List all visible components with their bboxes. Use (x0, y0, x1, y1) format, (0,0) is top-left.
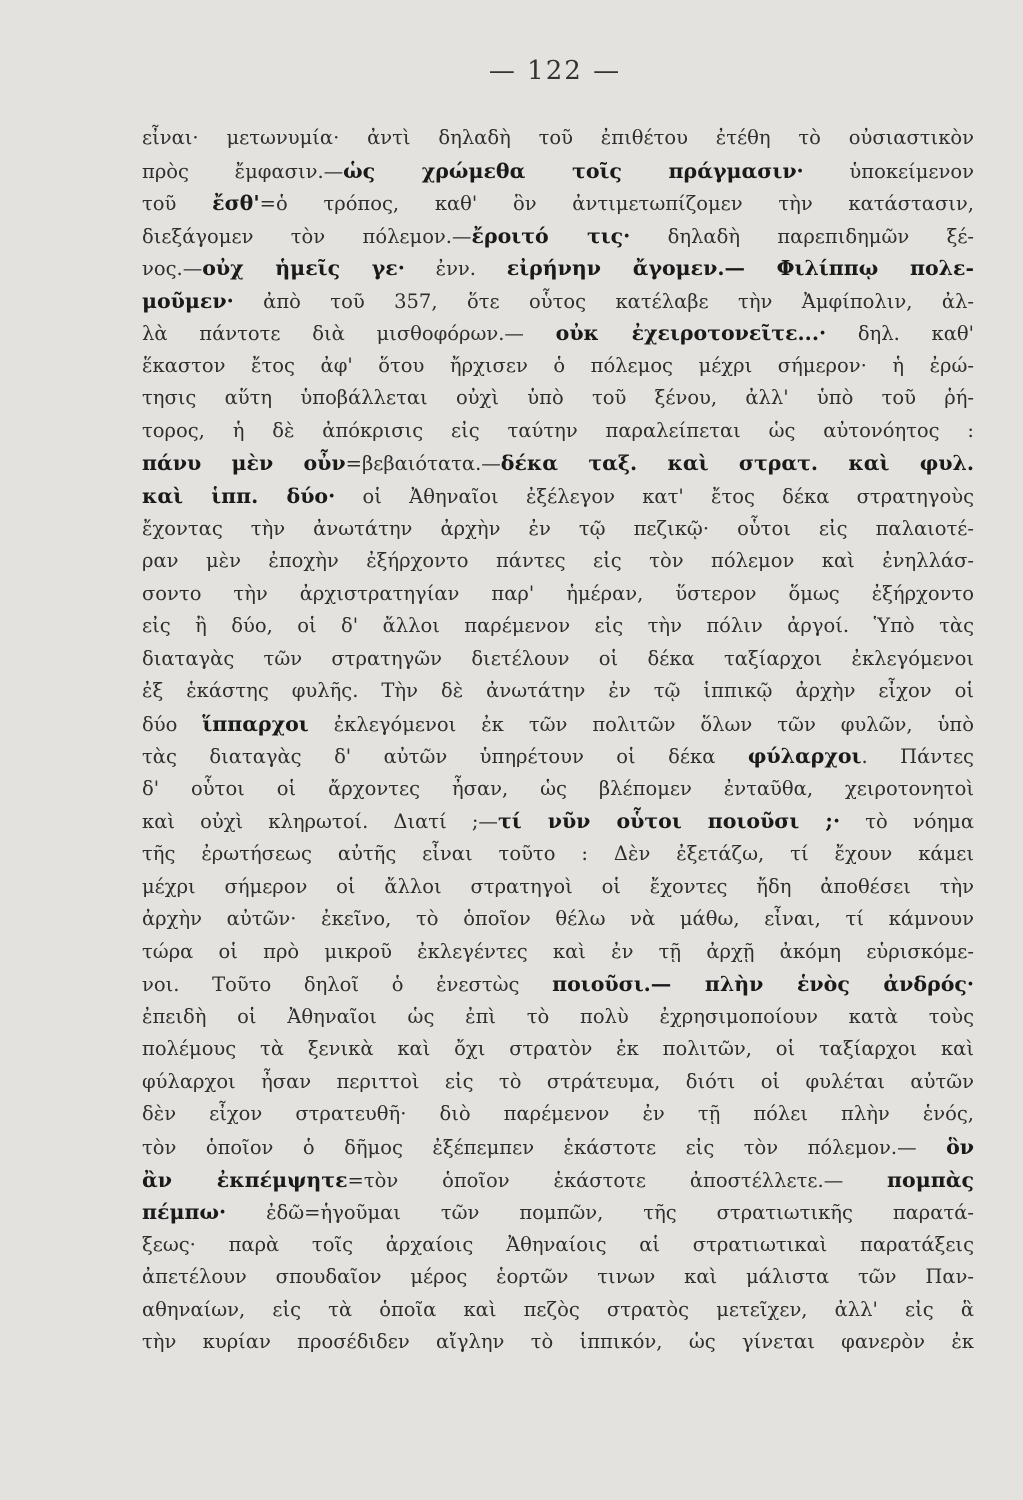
text-segment: οἱ Ἀθηναῖοι ἐξέλεγον κατ' ἔτος δέκα στρατηγοὺς (335, 485, 974, 509)
text-line (142, 285, 974, 318)
text-line (142, 1164, 974, 1197)
text-segment: εἰς ἢ δύο, οἱ δ' ἄλλοι παρέμενον εἰς τὴν πόλιν ἀργοί. Ὑπὸ τὰς (142, 614, 974, 638)
text-line (142, 252, 974, 285)
text-segment: δύο (142, 712, 203, 736)
text-line (142, 220, 974, 253)
text-line (142, 610, 974, 643)
text-segment: ἐξ ἑκάστης φυλῆς. Τὴν δὲ ἀνωτάτην ἐν τῷ ἱππικῷ ἀρχὴν εἶχον οἱ (142, 679, 974, 703)
text-segment: σοντο τὴν ἀρχιστρατηγίαν παρ' ἡμέραν, ὕστερον ὅμως ἐξήρχοντο (142, 581, 974, 605)
page-number: — 122 — (488, 56, 622, 86)
text-segment: =τὸν ὁποῖον ἑκάστοτε ἀποστέλλετε.— (347, 1168, 888, 1192)
text-line (142, 643, 974, 676)
text-segment: τὴν κυρίαν προσέδιδεν αἴγλην τὸ ἱππικόν, ὡς γίνεται φανερὸν ἐκ (142, 1330, 974, 1354)
text-line (142, 903, 974, 936)
text-line (142, 805, 974, 838)
bold-lemma: ἔροιτό τις· (471, 223, 631, 248)
text-segment: ραν μὲν ἐποχὴν ἐξήρχοντο πάντες εἰς τὸν πόλεμον καὶ ἐνηλλάσ- (142, 549, 974, 573)
text-line (142, 1098, 974, 1131)
bold-lemma: ὃν (946, 1134, 974, 1159)
bold-lemma: ἔσθ' (212, 191, 260, 216)
text-segment: νοι. Τοῦτο δηλοῖ ὁ ἐνεστὼς (142, 973, 553, 997)
text-segment: λὰ πάντοτε διὰ μισθοφόρων.— (142, 322, 556, 346)
text-line (142, 968, 974, 1001)
text-segment: διεξάγομεν τὸν πόλεμον.— (142, 224, 472, 248)
text-line (142, 578, 974, 611)
text-segment: τὸ νόημα (840, 810, 974, 834)
bold-lemma: φύλαρχοι (747, 744, 862, 769)
text-line (142, 350, 974, 383)
text-line (142, 382, 974, 415)
text-segment: ἀρχὴν αὐτῶν· ἐκεῖνο, τὸ ὁποῖον θέλω νὰ μάθω, εἶναι, τί κάμνουν (142, 907, 974, 931)
text-segment: φύλαρχοι ἦσαν περιττοὶ εἰς τὸ στράτευμα, διότι οἱ φυλέται αὐτῶν (142, 1069, 974, 1093)
text-line (142, 122, 974, 155)
bold-lemma: οὐκ ἐχειροτονεῖτε...· (555, 321, 827, 346)
text-line (142, 1326, 974, 1359)
text-segment: νος.— (142, 257, 203, 281)
text-segment: εἶναι· μετωνυμία· ἀντὶ δηλαδὴ τοῦ ἐπιθέτου ἐτέθη τὸ οὐσιαστικὸν (142, 126, 974, 149)
bold-lemma: μοῦμεν· (142, 288, 234, 313)
text-segment: ἀπετέλουν σπουδαῖον μέρος ἑορτῶν τινων καὶ μάλιστα τῶν Παν- (142, 1265, 974, 1289)
text-segment: ἐδῶ=ἡγοῦμαι τῶν πομπῶν, τῆς στρατιωτικῆς παρατά- (226, 1201, 974, 1225)
text-segment: ἐκλεγόμενοι ἐκ τῶν πολιτῶν ὅλων τῶν φυλῶν, ὑπὸ (308, 712, 974, 736)
text-line (142, 415, 974, 448)
body-text (142, 122, 974, 1359)
text-line (142, 545, 974, 578)
text-line (142, 513, 974, 546)
text-line (142, 1261, 974, 1294)
text-segment: ἐπειδὴ οἱ Ἀθηναῖοι ὡς ἐπὶ τὸ πολὺ ἐχρησιμοποίουν κατὰ τοὺς (142, 1004, 974, 1028)
text-segment: δηλ. καθ' (826, 322, 974, 346)
text-segment: τορος, ἡ δὲ ἀπόκρισις εἰς ταύτην παραλείπεται ὡς αὐτονόητος : (142, 418, 974, 442)
bold-lemma: ποιοῦσι.— πλὴν ἑνὸς ἀνδρός· (552, 972, 974, 997)
bold-lemma: καὶ ἱππ. δύο· (142, 484, 336, 509)
text-line (142, 1229, 974, 1262)
text-line (142, 773, 974, 806)
text-segment: τησις αὕτη ὑποβάλλεται οὐχὶ ὑπὸ τοῦ ξένου, ἀλλ' ὑπὸ τοῦ ῥή- (142, 386, 974, 410)
text-segment: ἐνν. (404, 257, 507, 281)
text-segment: αθηναίων, εἰς τὰ ὁποῖα καὶ πεζὸς στρατὸς μετεῖχεν, ἀλλ' εἰς ἃ (142, 1297, 974, 1321)
bold-lemma: ἂν ἐκπέμψητε (142, 1167, 348, 1192)
text-line (142, 447, 974, 480)
text-line (142, 155, 974, 188)
text-segment: ἕκαστον ἔτος ἀφ' ὅτου ἤρχισεν ὁ πόλεμος μέχρι σήμερον· ἡ ἐρώ- (142, 353, 974, 377)
text-segment: δηλαδὴ παρεπιδημῶν ξέ- (630, 224, 974, 248)
text-line (142, 1033, 974, 1066)
text-line (142, 936, 974, 969)
text-segment: ὑποκείμενον (803, 159, 974, 183)
text-segment: τὸν ὁποῖον ὁ δῆμος ἐξέπεμπεν ἑκάστοτε εἰς τὸν πόλεμον.— (142, 1135, 947, 1159)
text-segment: . Πάντες (861, 745, 974, 769)
text-segment: ἔχοντας τὴν ἀνωτάτην ἀρχὴν ἐν τῷ πεζικῷ· οὗτοι εἰς παλαιοτέ- (142, 516, 974, 540)
text-segment: πρὸς ἔμφασιν.— (142, 159, 344, 183)
text-line (142, 1196, 974, 1229)
text-line (142, 1066, 974, 1099)
bold-lemma: πάνυ μὲν οὖν (142, 451, 346, 476)
text-line (142, 675, 974, 708)
bold-lemma: οὐχ ἡμεῖς γε· (202, 256, 405, 281)
text-segment: δὲν εἶχον στρατευθῆ· διὸ παρέμενον ἐν τῇ πόλει πλὴν ἑνός, (142, 1102, 974, 1126)
bold-lemma: ὡς χρώμεθα τοῖς πράγμασιν· (343, 158, 804, 183)
text-segment: =βεβαιότατα.— (345, 452, 501, 476)
bold-lemma: εἰρήνην ἄγομεν.— Φιλίππῳ πολε- (506, 256, 974, 281)
text-segment: καὶ οὐχὶ κληρωτοί. Διατί ;— (142, 810, 498, 834)
text-line (142, 187, 974, 220)
text-line (142, 1001, 974, 1034)
text-segment: τοῦ (142, 192, 213, 216)
text-segment: πολέμους τὰ ξενικὰ καὶ ὄχι στρατὸν ἐκ πολιτῶν, οἱ ταξίαρχοι καὶ (142, 1037, 974, 1061)
text-segment: ἀπὸ τοῦ 357, ὅτε οὗτος κατέλαβε τὴν Ἀμφίπολιν, ἀλ- (233, 289, 974, 313)
bold-lemma: δέκα ταξ. καὶ στρατ. καὶ φυλ. (500, 451, 974, 476)
text-line (142, 480, 974, 513)
text-line (142, 1294, 974, 1327)
text-segment: τὰς διαταγὰς δ' αὐτῶν ὑπηρέτουν οἱ δέκα (142, 745, 748, 769)
bold-lemma: πέμπω· (142, 1200, 227, 1225)
text-line (142, 871, 974, 904)
text-line (142, 317, 974, 350)
text-segment: μέχρι σήμερον οἱ ἄλλοι στρατηγοὶ οἱ ἔχοντες ἤδη ἀποθέσει τὴν (142, 874, 974, 898)
text-segment: διαταγὰς τῶν στρατηγῶν διετέλουν οἱ δέκα ταξίαρχοι ἐκλεγόμενοι (142, 646, 974, 670)
text-segment: τῆς ἐρωτήσεως αὐτῆς εἶναι τοῦτο : Δὲν ἐξετάζω, τί ἔχουν κάμει (142, 842, 974, 866)
bold-lemma: ἵππαρχοι (202, 711, 309, 736)
text-segment: =ὁ τρόπος, καθ' ὃν ἀντιμετωπίζομεν τὴν κατάστασιν, (259, 192, 974, 216)
text-line (142, 708, 974, 741)
text-line (142, 838, 974, 871)
text-line (142, 740, 974, 773)
text-segment: τώρα οἱ πρὸ μικροῦ ἐκλεγέντες καὶ ἐν τῇ ἀρχῇ ἀκόμη εὑρισκόμε- (142, 939, 974, 963)
bold-lemma: τί νῦν οὗτοι ποιοῦσι ;· (497, 809, 841, 834)
text-line (142, 1131, 974, 1164)
bold-lemma: πομπὰς (887, 1167, 974, 1192)
text-segment: δ' οὗτοι οἱ ἄρχοντες ἦσαν, ὡς βλέπομεν ἐνταῦθα, χειροτονητοὶ (142, 776, 974, 800)
text-segment: ξεως· παρὰ τοῖς ἀρχαίοις Ἀθηναίοις αἱ στρατιωτικαὶ παρατάξεις (142, 1232, 974, 1256)
